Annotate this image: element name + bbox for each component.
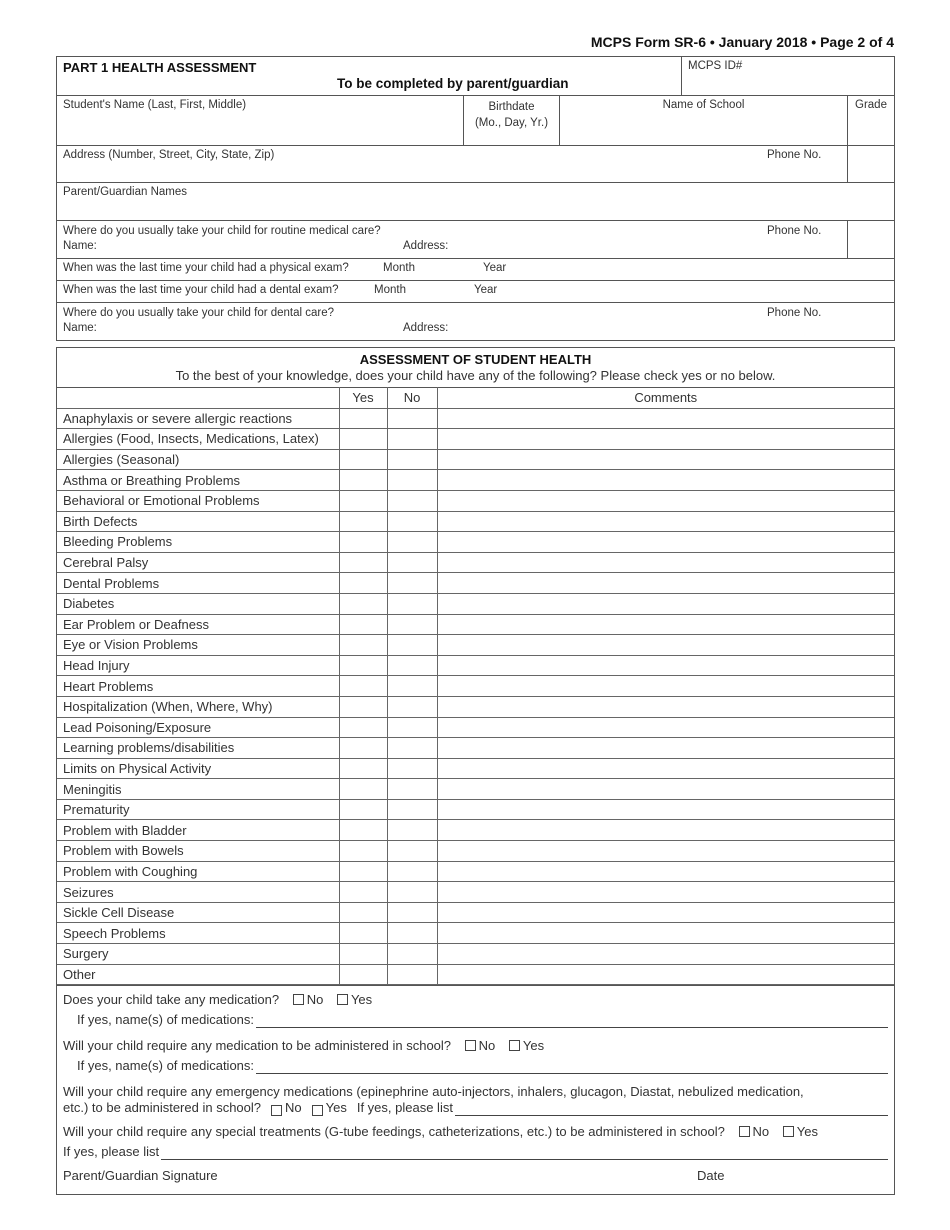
table-row: [57, 820, 894, 841]
birthdate-format-label: (Mo., Day, Yr.): [474, 117, 549, 129]
dental-care-question: Where do you usually take your child for dental care?: [63, 307, 335, 319]
condition-no-cell[interactable]: [387, 944, 437, 965]
emergency-question-line2: etc.) to be administered in school?: [63, 1100, 261, 1116]
physical-exam-field[interactable]: [57, 259, 894, 280]
table-row: [57, 573, 894, 594]
emergency-medication-question: [63, 1084, 888, 1100]
address-phone-label: Phone No.: [767, 149, 822, 161]
parent-names-field[interactable]: [57, 183, 894, 220]
condition-no-cell[interactable]: [387, 676, 437, 697]
parent-names-row: [57, 182, 894, 220]
table-row: [57, 799, 894, 820]
condition-name: Meningitis: [57, 779, 339, 800]
table-row: [57, 696, 894, 717]
condition-yes-cell[interactable]: [339, 944, 387, 965]
table-row: [57, 655, 894, 676]
condition-comments-cell[interactable]: [437, 511, 894, 532]
condition-comments-cell[interactable]: [437, 655, 894, 676]
condition-no-cell[interactable]: [387, 902, 437, 923]
emergency-yes-label: Yes: [325, 1100, 347, 1116]
condition-no-cell[interactable]: [387, 449, 437, 470]
conditions-header-row: [57, 388, 894, 409]
condition-yes-cell[interactable]: [339, 758, 387, 779]
signature-label: Parent/Guardian Signature: [63, 1168, 218, 1184]
condition-name: Seizures: [57, 882, 339, 903]
condition-name: Lead Poisoning/Exposure: [57, 717, 339, 738]
student-info-row: [57, 95, 894, 145]
special-yes-label: Yes: [796, 1124, 818, 1140]
special-treatments-question-text: Will your child require any special treatments (G-tube feedings, catheterizations, etc.) to be administered in school?: [63, 1124, 725, 1140]
table-row: [57, 676, 894, 697]
physical-exam-row: [57, 258, 894, 280]
birthdate-field[interactable]: [463, 96, 559, 145]
condition-column-header: [57, 388, 339, 409]
table-row: [57, 923, 894, 944]
condition-yes-cell[interactable]: [339, 614, 387, 635]
condition-name: Eye or Vision Problems: [57, 635, 339, 656]
condition-name: Allergies (Food, Insects, Medications, Latex): [57, 429, 339, 450]
routine-care-name-label: Name:: [63, 240, 97, 252]
condition-no-cell[interactable]: [387, 923, 437, 944]
special-list-line[interactable]: [161, 1146, 888, 1160]
condition-name: Cerebral Palsy: [57, 552, 339, 573]
condition-comments-cell[interactable]: [437, 408, 894, 429]
medication-question: [63, 992, 888, 1008]
dental-care-field[interactable]: [57, 303, 894, 340]
condition-no-cell[interactable]: [387, 738, 437, 759]
table-row: [57, 614, 894, 635]
emergency-question-line1: Will your child require any emergency medications (epinephrine auto-injectors, inhalers, glucagon, Diastat, nebulized medication,: [63, 1084, 804, 1100]
conditions-body: [57, 408, 894, 985]
condition-no-cell[interactable]: [387, 717, 437, 738]
medication-names-label: If yes, name(s) of medications:: [77, 1012, 255, 1028]
school-medication-yes-checkbox[interactable]: [509, 1040, 520, 1051]
condition-name: Anaphylaxis or severe allergic reactions: [57, 408, 339, 429]
part1-title-cell: [57, 57, 681, 95]
condition-name: Learning problems/disabilities: [57, 738, 339, 759]
dental-exam-year-label: Year: [474, 284, 498, 296]
special-no-label: No: [752, 1124, 770, 1140]
table-row: [57, 779, 894, 800]
condition-no-cell[interactable]: [387, 470, 437, 491]
condition-yes-cell[interactable]: [339, 717, 387, 738]
medication-yes-label: Yes: [350, 992, 373, 1008]
part1-section: [56, 56, 895, 341]
grade-label: Grade: [855, 99, 887, 111]
condition-comments-cell[interactable]: [437, 593, 894, 614]
table-row: [57, 841, 894, 862]
dental-care-row: [57, 302, 894, 340]
physical-exam-month-label: Month: [383, 262, 415, 274]
condition-name: Sickle Cell Disease: [57, 902, 339, 923]
condition-name: Hospitalization (When, Where, Why): [57, 696, 339, 717]
student-name-label: Student's Name (Last, First, Middle): [63, 99, 247, 111]
condition-no-cell[interactable]: [387, 861, 437, 882]
condition-name: Problem with Coughing: [57, 861, 339, 882]
grade-field[interactable]: [847, 96, 894, 145]
address-field[interactable]: [57, 146, 847, 182]
dental-exam-question: When was the last time your child had a dental exam?: [63, 284, 339, 296]
dental-exam-month-label: Month: [374, 284, 406, 296]
condition-yes-cell[interactable]: [339, 902, 387, 923]
routine-care-question: Where do you usually take your child for routine medical care?: [63, 225, 381, 237]
physical-exam-year-label: Year: [483, 262, 507, 274]
condition-no-cell[interactable]: [387, 696, 437, 717]
condition-yes-cell[interactable]: [339, 923, 387, 944]
condition-name: Behavioral or Emotional Problems: [57, 490, 339, 511]
condition-no-cell[interactable]: [387, 593, 437, 614]
condition-comments-cell[interactable]: [437, 614, 894, 635]
table-row: [57, 902, 894, 923]
school-medication-names-line[interactable]: [256, 1060, 888, 1074]
special-treatments-question: [63, 1124, 888, 1140]
table-row: [57, 511, 894, 532]
condition-yes-cell[interactable]: [339, 490, 387, 511]
condition-yes-cell[interactable]: [339, 779, 387, 800]
condition-no-cell[interactable]: [387, 655, 437, 676]
condition-comments-cell[interactable]: [437, 470, 894, 491]
table-row: [57, 490, 894, 511]
condition-no-cell[interactable]: [387, 408, 437, 429]
table-row: [57, 532, 894, 553]
condition-yes-cell[interactable]: [339, 738, 387, 759]
condition-comments-cell[interactable]: [437, 573, 894, 594]
school-medication-question: [63, 1038, 888, 1054]
form-header: MCPS Form SR-6 • January 2018 • Page 2 of 4: [590, 34, 894, 50]
condition-yes-cell[interactable]: [339, 408, 387, 429]
address-phone-field[interactable]: [847, 146, 894, 182]
condition-name: Surgery: [57, 944, 339, 965]
medication-question-text: Does your child take any medication?: [63, 992, 280, 1008]
mcps-id-field[interactable]: [681, 57, 894, 95]
condition-name: Heart Problems: [57, 676, 339, 697]
condition-comments-cell[interactable]: [437, 635, 894, 656]
condition-name: Asthma or Breathing Problems: [57, 470, 339, 491]
medication-names-line[interactable]: [256, 1014, 888, 1028]
table-row: [57, 408, 894, 429]
condition-comments-cell[interactable]: [437, 944, 894, 965]
dental-exam-field[interactable]: [57, 281, 894, 302]
special-list-row: [63, 1144, 888, 1160]
routine-care-field[interactable]: [57, 221, 847, 258]
condition-comments-cell[interactable]: [437, 799, 894, 820]
condition-name: Ear Problem or Deafness: [57, 614, 339, 635]
condition-no-cell[interactable]: [387, 758, 437, 779]
birthdate-label: Birthdate: [488, 101, 535, 113]
condition-comments-cell[interactable]: [437, 449, 894, 470]
assessment-section: [56, 347, 895, 1195]
table-row: [57, 470, 894, 491]
condition-name: Head Injury: [57, 655, 339, 676]
emergency-yes-checkbox[interactable]: [312, 1105, 323, 1116]
school-name-field[interactable]: [559, 96, 847, 145]
school-medication-yes-label: Yes: [522, 1038, 545, 1054]
condition-yes-cell[interactable]: [339, 593, 387, 614]
school-name-label: Name of School: [662, 99, 745, 111]
condition-comments-cell[interactable]: [437, 429, 894, 450]
dental-care-address-label: Address:: [403, 322, 449, 334]
emergency-no-label: No: [285, 1100, 302, 1116]
yes-column-header: Yes: [339, 388, 387, 409]
condition-yes-cell[interactable]: [339, 573, 387, 594]
medication-names-row: [63, 1012, 888, 1028]
student-name-field[interactable]: [57, 96, 463, 145]
school-medication-no-label: No: [478, 1038, 496, 1054]
condition-yes-cell[interactable]: [339, 470, 387, 491]
school-medication-names-label: If yes, name(s) of medications:: [77, 1058, 255, 1074]
medication-no-label: No: [306, 992, 324, 1008]
condition-no-cell[interactable]: [387, 573, 437, 594]
condition-name: Birth Defects: [57, 511, 339, 532]
condition-yes-cell[interactable]: [339, 964, 387, 985]
special-yes-checkbox[interactable]: [783, 1126, 794, 1137]
condition-comments-cell[interactable]: [437, 923, 894, 944]
special-no-checkbox[interactable]: [739, 1126, 750, 1137]
condition-name: Other: [57, 964, 339, 985]
condition-yes-cell[interactable]: [339, 820, 387, 841]
condition-name: Problem with Bladder: [57, 820, 339, 841]
routine-care-address-label: Address:: [403, 240, 449, 252]
condition-no-cell[interactable]: [387, 511, 437, 532]
condition-yes-cell[interactable]: [339, 882, 387, 903]
condition-name: Bleeding Problems: [57, 532, 339, 553]
condition-name: Allergies (Seasonal): [57, 449, 339, 470]
condition-comments-cell[interactable]: [437, 882, 894, 903]
table-row: [57, 635, 894, 656]
routine-care-row: [57, 220, 894, 258]
table-row: [57, 758, 894, 779]
date-label: Date: [697, 1168, 725, 1184]
condition-comments-cell[interactable]: [437, 676, 894, 697]
condition-name: Limits on Physical Activity: [57, 758, 339, 779]
condition-yes-cell[interactable]: [339, 532, 387, 553]
condition-name: Diabetes: [57, 593, 339, 614]
routine-care-phone-field[interactable]: [847, 221, 894, 258]
condition-name: Prematurity: [57, 799, 339, 820]
condition-yes-cell[interactable]: [339, 511, 387, 532]
condition-yes-cell[interactable]: [339, 696, 387, 717]
condition-name: Dental Problems: [57, 573, 339, 594]
address-row: [57, 145, 894, 182]
table-row: [57, 882, 894, 903]
comments-column-header: Comments: [437, 388, 894, 409]
condition-no-cell[interactable]: [387, 635, 437, 656]
school-medication-no-checkbox[interactable]: [465, 1040, 476, 1051]
assessment-title: ASSESSMENT OF STUDENT HEALTH: [359, 352, 592, 367]
condition-no-cell[interactable]: [387, 429, 437, 450]
table-row: [57, 429, 894, 450]
dental-exam-row: [57, 280, 894, 302]
school-medication-names-row: [63, 1058, 888, 1074]
dental-care-name-label: Name:: [63, 322, 97, 334]
condition-no-cell[interactable]: [387, 799, 437, 820]
school-medication-question-text: Will your child require any medication to be administered in school?: [63, 1038, 452, 1054]
condition-comments-cell[interactable]: [437, 717, 894, 738]
emergency-no-checkbox[interactable]: [271, 1105, 282, 1116]
medication-yes-checkbox[interactable]: [337, 994, 348, 1005]
signature-row: [63, 1168, 888, 1190]
condition-no-cell[interactable]: [387, 552, 437, 573]
conditions-table: [57, 387, 894, 985]
special-please-list-label: If yes, please list: [63, 1144, 160, 1160]
condition-comments-cell[interactable]: [437, 902, 894, 923]
condition-comments-cell[interactable]: [437, 964, 894, 985]
condition-yes-cell[interactable]: [339, 799, 387, 820]
condition-no-cell[interactable]: [387, 490, 437, 511]
address-label: Address (Number, Street, City, State, Zip): [63, 149, 275, 161]
condition-comments-cell[interactable]: [437, 861, 894, 882]
condition-no-cell[interactable]: [387, 614, 437, 635]
condition-no-cell[interactable]: [387, 779, 437, 800]
condition-yes-cell[interactable]: [339, 429, 387, 450]
condition-yes-cell[interactable]: [339, 676, 387, 697]
condition-comments-cell[interactable]: [437, 841, 894, 862]
condition-no-cell[interactable]: [387, 882, 437, 903]
table-row: [57, 861, 894, 882]
parent-names-label: Parent/Guardian Names: [63, 186, 188, 198]
dental-care-phone-label: Phone No.: [767, 307, 822, 319]
table-row: [57, 738, 894, 759]
condition-no-cell[interactable]: [387, 532, 437, 553]
physical-exam-question: When was the last time your child had a physical exam?: [63, 262, 349, 274]
medication-no-checkbox[interactable]: [293, 994, 304, 1005]
condition-no-cell[interactable]: [387, 841, 437, 862]
condition-name: Problem with Bowels: [57, 841, 339, 862]
mcps-id-label: MCPS ID#: [688, 60, 743, 72]
condition-name: Speech Problems: [57, 923, 339, 944]
assessment-header: [57, 348, 894, 387]
no-column-header: No: [387, 388, 437, 409]
table-row: [57, 552, 894, 573]
condition-comments-cell[interactable]: [437, 532, 894, 553]
condition-yes-cell[interactable]: [339, 449, 387, 470]
condition-comments-cell[interactable]: [437, 552, 894, 573]
table-row: [57, 964, 894, 985]
part1-title: PART 1 HEALTH ASSESSMENT: [63, 60, 257, 75]
table-row: [57, 717, 894, 738]
assessment-instructions: To the best of your knowledge, does your child have any of the following? Please check yes or no below.: [175, 368, 776, 383]
table-row: [57, 593, 894, 614]
table-row: [57, 449, 894, 470]
routine-care-phone-label: Phone No.: [767, 225, 822, 237]
medication-questions: [57, 985, 894, 1194]
condition-comments-cell[interactable]: [437, 779, 894, 800]
condition-comments-cell[interactable]: [437, 820, 894, 841]
condition-comments-cell[interactable]: [437, 490, 894, 511]
condition-yes-cell[interactable]: [339, 635, 387, 656]
emergency-question-line2-row: [63, 1100, 888, 1116]
emergency-please-list-label: If yes, please list: [356, 1100, 453, 1116]
condition-comments-cell[interactable]: [437, 696, 894, 717]
condition-comments-cell[interactable]: [437, 738, 894, 759]
part1-title-row: [57, 57, 894, 95]
condition-no-cell[interactable]: [387, 964, 437, 985]
condition-yes-cell[interactable]: [339, 655, 387, 676]
condition-yes-cell[interactable]: [339, 552, 387, 573]
condition-yes-cell[interactable]: [339, 841, 387, 862]
table-row: [57, 944, 894, 965]
part1-subtitle: To be completed by parent/guardian: [337, 76, 569, 91]
condition-no-cell[interactable]: [387, 820, 437, 841]
emergency-list-line[interactable]: [455, 1102, 888, 1116]
condition-comments-cell[interactable]: [437, 758, 894, 779]
condition-yes-cell[interactable]: [339, 861, 387, 882]
